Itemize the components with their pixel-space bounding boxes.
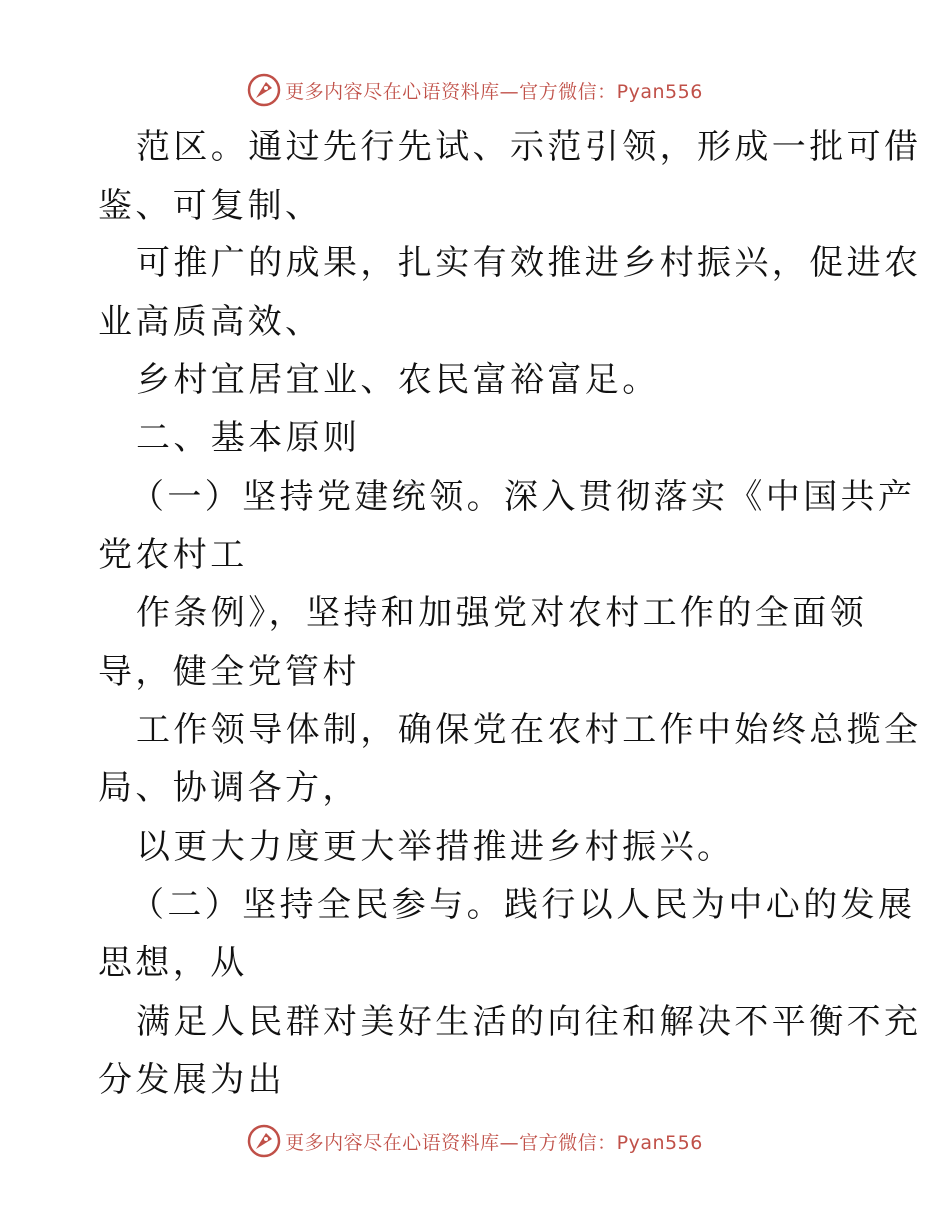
text-line: 以更大力度更大举措推进乡村振兴。 — [136, 827, 735, 867]
text-line: 党农村工 — [98, 535, 248, 575]
text-line: 思想，从 — [98, 943, 248, 983]
footer-banner-text: 更多内容尽在心语资料库—官方微信：Pyan556 — [285, 1131, 703, 1154]
pen-nib-icon — [247, 1124, 281, 1158]
text-line: 分发展为出 — [98, 1060, 285, 1100]
text-line: 业高质高效、 — [98, 302, 323, 342]
footer-watermark-banner — [0, 1121, 950, 1161]
text-line: 满足人民群对美好生活的向往和解决不平衡不充 — [136, 1002, 922, 1042]
text-line: 可推广的成果，扎实有效推进乡村振兴，促进农 — [136, 243, 922, 283]
text-line: 导，健全党管村 — [98, 652, 360, 692]
text-line: 工作领导体制，确保党在农村工作中始终总揽全 — [136, 710, 922, 750]
pen-nib-icon — [247, 73, 281, 107]
text-line: （一）坚持党建统领。深入贯彻落实《中国共产 — [130, 477, 916, 517]
header-watermark-banner — [0, 70, 950, 110]
text-line: 鉴、可复制、 — [98, 186, 323, 226]
section-heading: 二、基本原则 — [136, 418, 361, 458]
text-line: （二）坚持全民参与。践行以人民为中心的发展 — [130, 885, 916, 925]
text-line: 局、协调各方， — [98, 768, 360, 808]
header-banner-text: 更多内容尽在心语资料库—官方微信：Pyan556 — [285, 80, 703, 103]
text-line: 范区。通过先行先试、示范引领，形成一批可借 — [136, 127, 922, 167]
text-line: 作条例》，坚持和加强党对农村工作的全面领 — [136, 593, 867, 633]
text-line: 乡村宜居宜业、农民富裕富足。 — [136, 360, 660, 400]
